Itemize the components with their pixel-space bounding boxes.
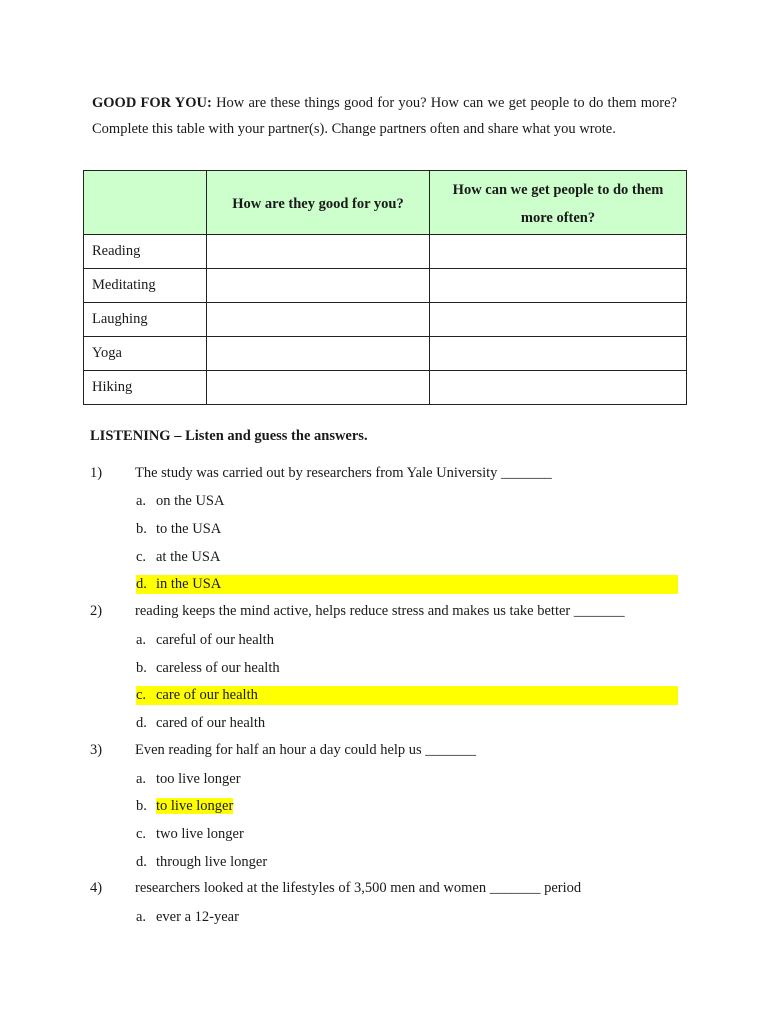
option-text: careless of our health <box>156 660 280 676</box>
answer-cell[interactable] <box>430 371 687 405</box>
option-letter: d. <box>136 576 147 592</box>
option-letter: d. <box>136 854 147 870</box>
option-letter: a. <box>136 909 147 925</box>
intro-text: How are these things good for you? How can we get people to do them more? Complete this table with your partner(s). Change partners often and share what you wrote. <box>92 95 677 137</box>
intro-heading: GOOD FOR YOU: <box>92 95 212 111</box>
table-row <box>84 235 687 269</box>
option-letter: b. <box>136 521 147 537</box>
answer-cell[interactable] <box>207 235 430 269</box>
option-text: at the USA <box>156 549 221 565</box>
question-text: reading keeps the mind active, helps reduce stress and makes us take better _______ <box>135 603 625 619</box>
option-text: care of our health <box>156 687 258 703</box>
option-3b[interactable] <box>136 797 233 816</box>
option-letter: c. <box>136 549 147 565</box>
answer-cell[interactable] <box>207 303 430 337</box>
table-row <box>84 337 687 371</box>
answer-cell[interactable] <box>207 371 430 405</box>
option-text-highlighted: to live longer <box>156 798 234 814</box>
table-header-row <box>84 171 687 235</box>
option-2c-highlighted[interactable] <box>136 686 678 705</box>
table-header-empty <box>84 171 207 235</box>
answer-cell[interactable] <box>207 337 430 371</box>
option-4a[interactable] <box>136 908 239 927</box>
option-text: two live longer <box>156 826 244 842</box>
table-header-more-often: How can we get people to do them more often? <box>430 171 687 235</box>
table-header-good-for-you: How are they good for you? <box>207 171 430 235</box>
option-text: to the USA <box>156 521 222 537</box>
intro-paragraph <box>92 90 677 142</box>
option-1a[interactable] <box>136 492 224 511</box>
row-label-laughing: Laughing <box>84 303 207 337</box>
question-text: Even reading for half an hour a day could help us _______ <box>135 742 477 758</box>
option-letter: a. <box>136 493 147 509</box>
row-label-reading: Reading <box>84 235 207 269</box>
table-row <box>84 303 687 337</box>
option-1c[interactable] <box>136 548 220 567</box>
option-letter: c. <box>136 826 147 842</box>
option-letter: b. <box>136 660 147 676</box>
good-for-you-table <box>83 170 687 405</box>
option-letter: a. <box>136 771 147 787</box>
option-2a[interactable] <box>136 631 274 650</box>
question-number: 1) <box>90 465 103 481</box>
option-1b[interactable] <box>136 520 221 539</box>
option-text: through live longer <box>156 854 268 870</box>
option-letter: b. <box>136 798 147 814</box>
option-text: ever a 12-year <box>156 909 239 925</box>
table-row <box>84 269 687 303</box>
option-3c[interactable] <box>136 825 244 844</box>
option-text: too live longer <box>156 771 241 787</box>
option-text: careful of our health <box>156 632 274 648</box>
option-1d-highlighted[interactable] <box>136 575 678 594</box>
table-row <box>84 371 687 405</box>
option-3a[interactable] <box>136 770 241 789</box>
option-letter: a. <box>136 632 147 648</box>
row-label-meditating: Meditating <box>84 269 207 303</box>
row-label-yoga: Yoga <box>84 337 207 371</box>
listening-title: LISTENING – Listen and guess the answers. <box>90 428 368 444</box>
option-letter: d. <box>136 715 147 731</box>
answer-cell[interactable] <box>430 303 687 337</box>
answer-cell[interactable] <box>430 337 687 371</box>
option-2b[interactable] <box>136 659 280 678</box>
question-number: 2) <box>90 603 103 619</box>
question-number: 4) <box>90 880 103 896</box>
option-text: cared of our health <box>156 715 266 731</box>
question-text: researchers looked at the lifestyles of 3,500 men and women _______ period <box>135 880 582 896</box>
answer-cell[interactable] <box>430 235 687 269</box>
row-label-hiking: Hiking <box>84 371 207 405</box>
option-text: on the USA <box>156 493 225 509</box>
answer-cell[interactable] <box>207 269 430 303</box>
option-3d[interactable] <box>136 853 267 872</box>
option-2d[interactable] <box>136 714 265 733</box>
question-text: The study was carried out by researchers from Yale University _______ <box>135 465 552 481</box>
option-letter: c. <box>136 687 147 703</box>
answer-cell[interactable] <box>430 269 687 303</box>
question-number: 3) <box>90 742 103 758</box>
option-text: in the USA <box>156 576 222 592</box>
